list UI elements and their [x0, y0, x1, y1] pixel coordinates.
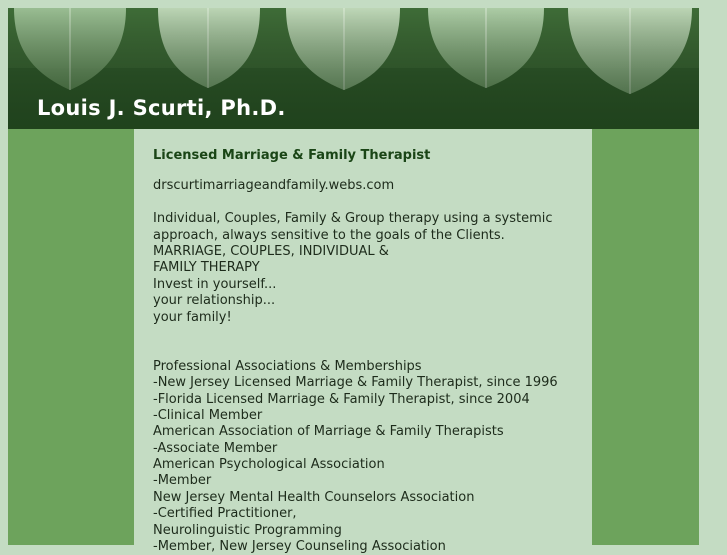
- intro-line: Invest in yourself...: [153, 276, 277, 292]
- association-line: -Associate Member: [153, 440, 278, 456]
- site-title: Louis J. Scurti, Ph.D.: [37, 96, 286, 120]
- intro-line: Individual, Couples, Family & Group therapy using a systemic: [153, 211, 553, 227]
- intro-line: approach, always sensitive to the goals of the Clients.: [153, 227, 505, 243]
- intro-line: FAMILY THERAPY: [153, 260, 260, 276]
- association-line: -Florida Licensed Marriage & Family Therapist, since 2004: [153, 391, 530, 407]
- association-line: American Association of Marriage & Family Therapists: [153, 424, 504, 440]
- intro-line: your family!: [153, 309, 232, 325]
- association-line: American Psychological Association: [153, 457, 385, 473]
- association-line: -Clinical Member: [153, 407, 263, 423]
- association-line: -Member, New Jersey Counseling Association: [153, 539, 446, 555]
- content-body: [153, 148, 583, 555]
- intro-line: MARRIAGE, COUPLES, INDIVIDUAL &: [153, 243, 389, 259]
- website-text: drscurtimarriageandfamily.webs.com: [153, 178, 395, 194]
- association-line: New Jersey Mental Health Counselors Association: [153, 489, 475, 505]
- association-line: -New Jersey Licensed Marriage & Family Therapist, since 1996: [153, 375, 558, 391]
- association-line: -Certified Practitioner,: [153, 506, 297, 522]
- page-frame: [8, 8, 699, 555]
- page-heading: Licensed Marriage & Family Therapist: [153, 148, 431, 163]
- association-line: -Member: [153, 473, 212, 489]
- spacer: [153, 326, 583, 359]
- header-banner: [8, 8, 699, 129]
- association-line: Neurolinguistic Programming: [153, 522, 342, 538]
- content-panel: [134, 129, 592, 555]
- intro-line: your relationship...: [153, 293, 276, 309]
- spacer: [153, 195, 583, 211]
- associations-heading: Professional Associations & Memberships: [153, 358, 422, 374]
